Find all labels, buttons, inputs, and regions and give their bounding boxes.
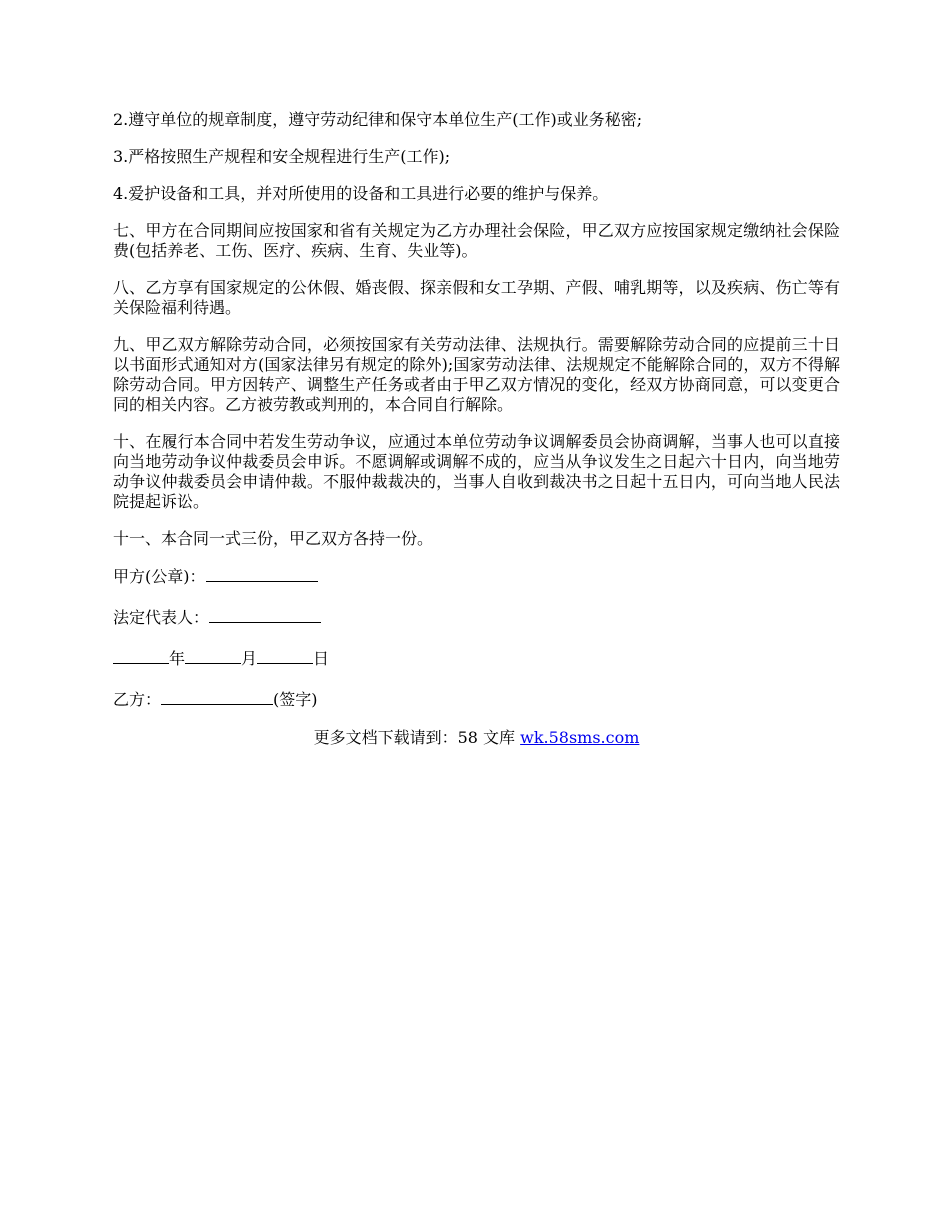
legal-rep-blank [209,607,321,623]
party-a-label: 甲方(公章)： [113,567,206,586]
paragraph-article-9: 九、甲乙双方解除劳动合同，必须按国家有关劳动法律、法规执行。需要解除劳动合同的应提前三十日以书面形式通知对方(国家法律另有规定的除外);国家劳动法律、法规规定不能解除合同的，双方不得解除劳动合同。甲方因转产、调整生产任务或者由于甲乙双方情况的变化，经双方协商同意，可以变更合同的相关内容。乙方被劳教或判刑的，本合同自行解除。 [113,335,840,414]
footer [113,728,840,748]
document-body [113,110,840,748]
party-b-label: 乙方： [113,690,162,709]
paragraph-clause-3: 3.严格按照生产规程和安全规程进行生产(工作); [113,147,451,166]
day-label: 日 [313,649,330,668]
legal-rep-label: 法定代表人： [113,608,210,627]
party-a-signature-line [113,566,840,587]
month-blank [185,648,241,664]
paragraph-article-7: 七、甲方在合同期间应按国家和省有关规定为乙方办理社会保险，甲乙双方应按国家规定缴纳社会保险费(包括养老、工伤、医疗、疾病、生育、失业等)。 [113,221,840,260]
day-blank [257,648,313,664]
month-label: 月 [241,649,258,668]
footer-link[interactable]: wk.58sms.com [520,728,640,747]
paragraph-clause-2: 2.遵守单位的规章制度，遵守劳动纪律和保守本单位生产(工作)或业务秘密; [113,110,643,129]
party-b-signature-line [113,689,840,710]
paragraph-article-10: 十、在履行本合同中若发生劳动争议，应通过本单位劳动争议调解委员会协商调解，当事人也可以直接向当地劳动争议仲裁委员会申诉。不愿调解或调解不成的，应当从争议发生之日起六十日内，向当地劳动争议仲裁委员会申请仲裁。不服仲裁裁决的，当事人自收到裁决书之日起十五日内，可向当地人民法院提起诉讼。 [113,432,840,511]
paragraph-clause-4: 4.爱护设备和工具，并对所使用的设备和工具进行必要的维护与保养。 [113,184,609,203]
date-line [113,648,840,669]
legal-rep-signature-line [113,607,840,628]
footer-text: 更多文档下载请到：58 文库 [313,728,521,747]
paragraph-article-8: 八、乙方享有国家规定的公休假、婚丧假、探亲假和女工孕期、产假、哺乳期等，以及疾病、伤亡等有关保险福利待遇。 [113,278,840,317]
paragraph-article-11: 十一、本合同一式三份，甲乙双方各持一份。 [113,529,434,548]
party-b-blank [161,689,273,705]
party-b-suffix: (签字) [273,690,318,709]
year-blank [113,648,169,664]
party-a-blank [206,566,318,582]
year-label: 年 [169,649,186,668]
